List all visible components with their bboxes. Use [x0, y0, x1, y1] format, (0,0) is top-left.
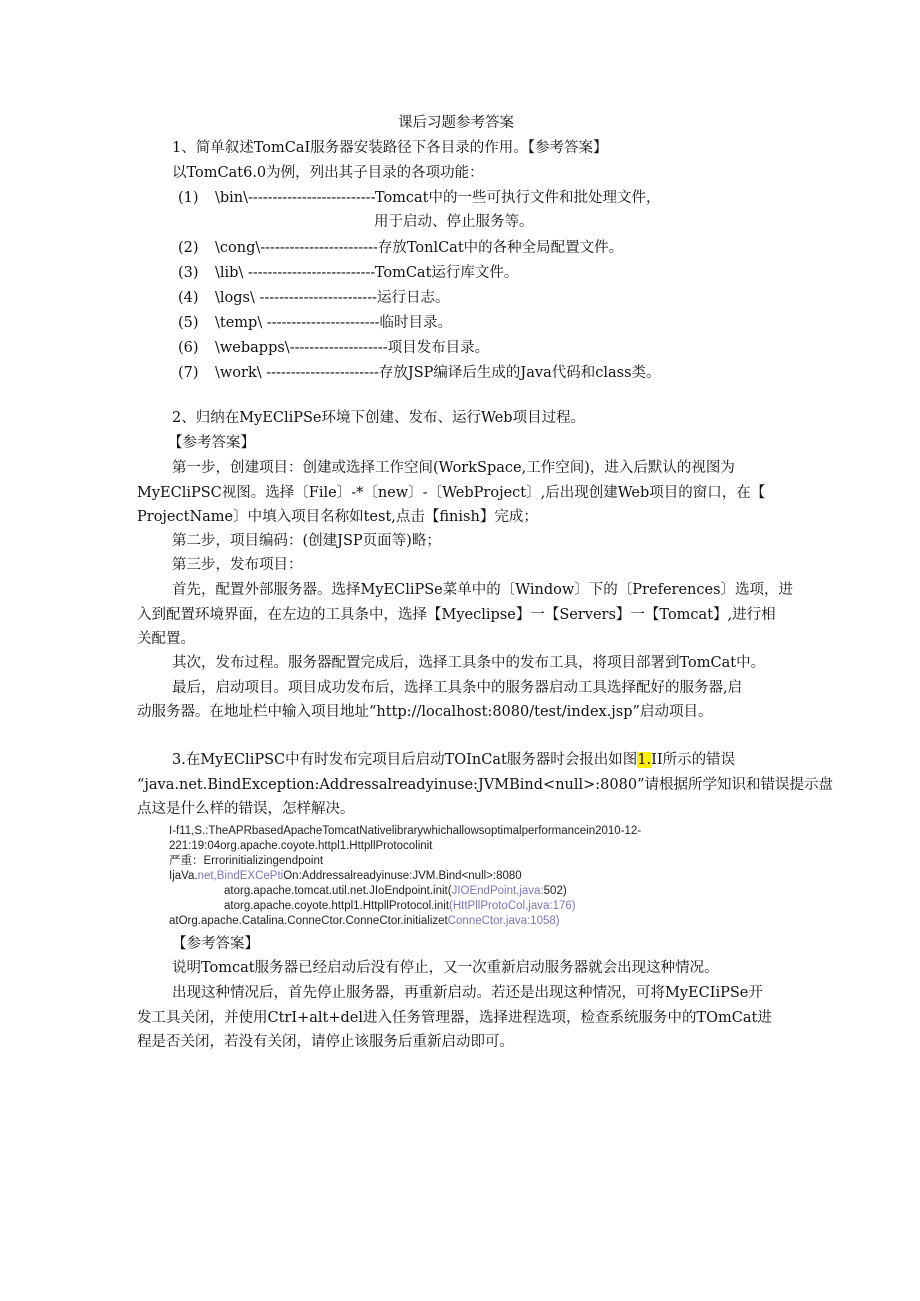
item-text: \logs\ ------------------------运行日志。: [215, 290, 450, 306]
item-text: \lib\ --------------------------TomCat运行库文件。: [215, 265, 519, 281]
q3-answer-para1: 说明Tomcat服务器已经启动后没有停止，又一次重新启动服务器就会出现这种情况。: [172, 960, 719, 976]
q1-question: 1、简单叙述TomCaI服务器安装路径下各目录的作用。【参考答案】: [172, 140, 608, 156]
q2-para3-line2: 动服务器。在地址栏中输入项目地址“http://localhost:8080/test/index.jsp”启动项目。: [137, 704, 713, 720]
q2-step1-line3: ProjectName〕中填入项目名称如test,点击【finish】完成；: [137, 509, 538, 525]
q2-question: 2、归纳在MyECliPSe环境下创建、发布、运行Web项目过程。: [172, 410, 586, 426]
q3-answer-para2-line2: 发工具关闭，并使用CtrI+alt+del进入任务管理器，选择进程选项，检查系统服务中的TOmCat进: [137, 1010, 772, 1026]
log-link: JIOEndPoint,java:: [451, 885, 544, 897]
q3-line1-text: 3.在MyECliPSC中有时发布完项目后启动TOInCat服务器时会报出如图: [172, 752, 638, 768]
error-log-line7: [169, 914, 560, 929]
error-log-line5: [224, 884, 567, 899]
figure-ref-highlight: 1.: [637, 752, 652, 768]
log-link: net,BindEXCePti: [197, 870, 284, 882]
log-link: ConneCtor.java:1058): [447, 915, 560, 927]
item-text: \cong\------------------------存放TonlCat中的各种全局配置文件。: [215, 240, 624, 256]
item-text: \bin\--------------------------Tomcat中的一些可执行文件和批处理文件，: [215, 190, 661, 206]
item-number: (5): [178, 315, 199, 331]
q3-answer-para2-line3: 程是否关闭，若没有关闭，请停止该服务后重新启动即可。: [137, 1034, 514, 1050]
q2-answer-label: 【参考答案】: [168, 435, 255, 451]
item-text: \temp\ -----------------------临时目录。: [215, 315, 453, 331]
q2-para1-line3: 关配置。: [137, 631, 195, 647]
q3-question-line1: [172, 750, 735, 770]
q1-item-1-cont: 用于启动、停止服务等。: [374, 214, 534, 230]
q3-line1-tail: II所示的错误: [651, 752, 736, 768]
error-log-line2: 221:19:04org.apache.coyote.httpl1.HttpllProtocolinit: [169, 840, 433, 852]
item-number: (2): [178, 240, 199, 256]
item-number: (1): [178, 190, 199, 206]
q2-para3-line1: 最后，启动项目。项目成功发布后，选择工具条中的服务器启动工具选择配好的服务器,启: [172, 680, 743, 696]
q2-para2: 其次，发布过程。服务器配置完成后，选择工具条中的发布工具，将项目部署到TomCat中。: [172, 655, 766, 671]
item-number: (6): [178, 340, 199, 356]
q3-answer-para2-line1: 出现这种情况后，首先停止服务器，再重新启动。若还是出现这种情况，可将MyECIiPSe开: [172, 985, 763, 1001]
item-number: (3): [178, 265, 199, 281]
item-text: \work\ -----------------------存放JSP编译后生成的Java代码和class类。: [215, 365, 661, 381]
q2-step3: 第三步，发布项目：: [172, 557, 303, 573]
q2-step1-line2: MyECliPSC视图。选择〔File〕-*〔new〕-〔WebProject〕,后出现创建Web项目的窗口，在【: [137, 485, 766, 501]
log-text: atorg.apache.coyote.httpl1.HttpllProtocol.init: [224, 900, 450, 912]
q3-answer-label: 【参考答案】: [172, 936, 259, 952]
log-link: (HttPllProtoCol,java:176): [449, 900, 576, 912]
log-text: atorg.apache.tomcat.util.net.JIoEndpoint.init(: [224, 885, 452, 897]
q2-step2: 第二步，项目编码：(创建JSP页面等)略；: [172, 533, 441, 549]
q3-question-line3: 点这是什么样的错误，怎样解决。: [137, 801, 355, 817]
q3-question-line2: “java.net.BindException:Addressalreadyinuse:JVMBind<null>:8080”请根据所学知识和错误提示盘: [137, 777, 833, 793]
log-text: 502): [543, 885, 567, 897]
log-text: IjaVa.: [169, 870, 198, 882]
q2-para1-line1: 首先，配置外部服务器。选择MyECliPSe菜单中的〔Window〕下的〔Preferences〕选项，进: [172, 582, 794, 598]
error-log-line1: I-f11,S.:TheAPRbasedApacheTomcatNativelibrarywhichallowsoptimalperformancein2010-12-: [169, 825, 642, 837]
error-log-line3: 严重：Errorinitializingendpoint: [169, 855, 324, 867]
log-text: On:Addressalreadyinuse:JVM.Bind<null>:8080: [283, 870, 522, 882]
q1-intro: 以TomCat6.0为例，列出其子目录的各项功能：: [172, 165, 484, 181]
item-number: (4): [178, 290, 199, 306]
error-log-line6: [224, 899, 576, 914]
log-text: atOrg.apache.Catalina.ConneCtor.ConneCtor.initializet: [169, 915, 448, 927]
item-text: \webapps\--------------------项目发布目录。: [215, 340, 490, 356]
q2-para1-line2: 入到配置环境界面，在左边的工具条中，选择【Myeclipse】一【Servers】一【Tomcat】,进行相: [137, 607, 776, 623]
item-number: (7): [178, 365, 199, 381]
q2-step1-line1: 第一步，创建项目：创建或选择工作空间(WorkSpace,工作空间)，进入后默认的视图为: [172, 460, 735, 476]
page-title: 课后习题参考答案: [398, 115, 514, 131]
error-log-line4: [169, 869, 522, 884]
